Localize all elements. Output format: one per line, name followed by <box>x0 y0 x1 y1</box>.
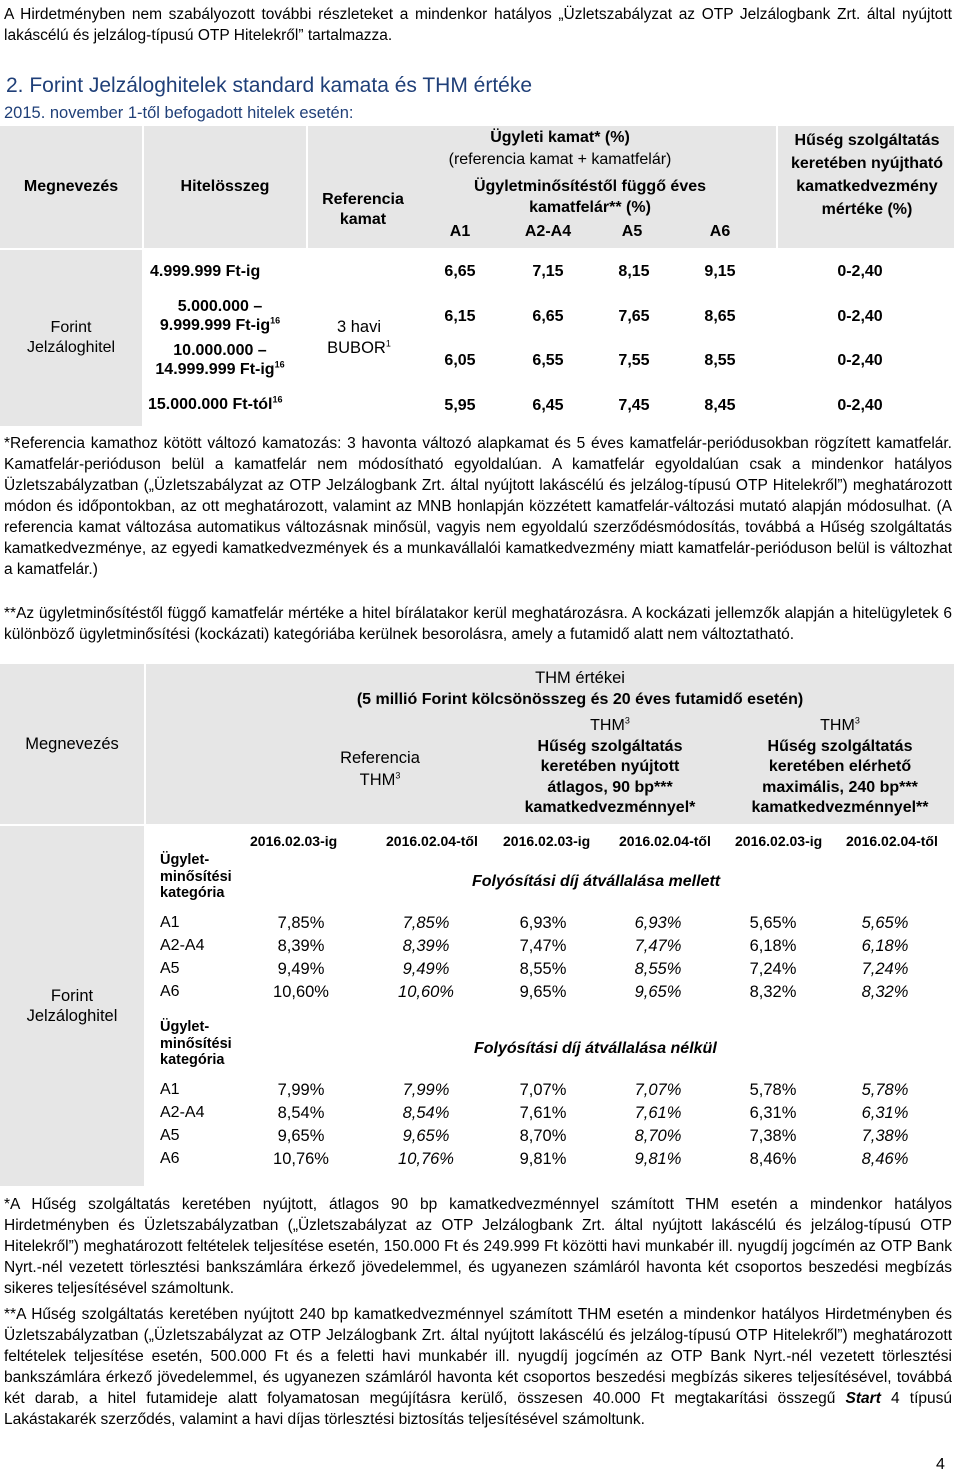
thm-value: 8,70% <box>634 1127 682 1145</box>
referencia-bubor: 3 havi BUBOR$^1$ <box>327 318 391 357</box>
header-cat-a6: A6 <box>709 223 731 240</box>
thm-value: 8,55% <box>634 960 682 978</box>
rate-r4-a5: 7,45 <box>618 397 650 414</box>
thm-value: 8,39% <box>402 937 450 955</box>
thm-value: 6,18% <box>749 937 797 955</box>
thm-value: 10,76% <box>273 1150 329 1168</box>
note-thm-atlagos: *A Hűség szolgáltatás keretében nyújtott, átlagos 90 bp kamatkedvezménnyel számított THM esetén a mindenkor hatályos Hirdetményben és Üzletszabályzatban („Üzletszabályzat az OTP Jelzálogbank Zrt. által nyújtott lakáscélú és jelzálog-típusú OTP Hitelekről”) meghatározott feltételek teljesítése esetén, 150.000 Ft és 249.999 Ft közötti havi munkabér ill. nyugdíj jogcímén az OTP Bank Nyrt.-nél vezetett törlesztési bankszámlára érkező jövedelemmel, és ugyanezen számláról havonta két csoportos beszedési megbízás sikeres teljesítésével számoltunk. <box>4 1196 952 1297</box>
husek-r4: 0-2,40 <box>837 397 883 414</box>
rate-r3-a6: 8,55 <box>704 352 736 369</box>
thm-value: 9,81% <box>519 1150 567 1168</box>
husek-r3: 0-2,40 <box>837 352 883 369</box>
intro-paragraph: A Hirdetményben nem szabályozott további részleteket a mindenkor hatályos „Üzletszabályzat az OTP Jelzálogbank Zrt. által nyújtott lakáscélú és jelzálog-típusú OTP Hitelekről” tartalmazza. <box>4 6 952 44</box>
date-col-1: 2016.02.03-ig <box>250 833 338 849</box>
thm-value: 10,76% <box>398 1150 454 1168</box>
thm-value: 5,78% <box>749 1081 797 1099</box>
amount-row-4: 15.000.000 Ft-tól$^{16}$ <box>148 394 283 413</box>
page-number: 4 <box>936 1456 945 1473</box>
section-subtitle: 2015. november 1-től befogadott hitelek esetén: <box>4 104 354 122</box>
thm-category: A6 <box>160 1150 180 1167</box>
header-referencia-kamat: Referencia kamat <box>322 191 404 228</box>
header-ugyleti-sub: (referencia kamat + kamatfelár) <box>448 151 672 168</box>
thm-category: A5 <box>160 1127 180 1144</box>
thm-value: 7,38% <box>749 1127 797 1145</box>
thm-value: 7,61% <box>634 1104 682 1122</box>
thm-value: 6,31% <box>861 1104 909 1122</box>
section-title: 2. Forint Jelzáloghitelek standard kamata és THM értéke <box>6 74 533 97</box>
thm-value: 8,54% <box>402 1104 450 1122</box>
amount-row-1: 4.999.999 Ft-ig <box>150 263 261 280</box>
thm-value: 7,47% <box>634 937 682 955</box>
rate-r3-a1: 6,05 <box>444 352 476 369</box>
thm-category: A2-A4 <box>160 1104 205 1121</box>
thm-value: 7,85% <box>402 914 450 932</box>
header-megnevezes: Megnevezés <box>23 178 119 195</box>
rate-r4-a2a4: 6,45 <box>532 397 564 414</box>
date-col-5: 2016.02.03-ig <box>735 833 823 849</box>
thm-value: 7,85% <box>277 914 325 932</box>
thm-value: 6,18% <box>861 937 909 955</box>
thm-row-name: Forint Jelzáloghitel <box>26 987 118 1025</box>
thm-category: A1 <box>160 1081 180 1098</box>
date-col-4: 2016.02.04-től <box>619 833 711 849</box>
thm-value: 8,32% <box>749 983 797 1001</box>
thm-value: 7,07% <box>634 1081 682 1099</box>
rate-r1-a5: 8,15 <box>618 263 650 280</box>
rate-r4-a6: 8,45 <box>704 397 736 414</box>
header-husek: Hűség szolgáltatás keretében nyújtható kamatkedvezmény mértéke (%) <box>790 132 944 218</box>
thm-value: 9,49% <box>402 960 450 978</box>
note-thm-maximalis: **A Hűség szolgáltatás keretében nyújtott 240 bp kamatkedvezménnyel számított THM esetén a mindenkor hatályos Hirdetményben és Üzletszabályzatban („Üzletszabályzat az OTP Jelzálogbank Zrt. által nyújtott lakáscélú és jelzálog-típusú OTP Hitelekről”) meghatározott feltételek teljesítése esetén, 500.000 Ft és a feletti havi munkabér ill. nyugdíj jogcímén az OTP Bank Nyrt.-nél vezetett törlesztési bankszámlára érkező jövedelemmel, és ugyanezen számláról havonta két csoportos beszedési megbízás sikeres teljesítésével, továbbá két darab, a hitel futamideje alatt folyamatosan megújításra kerülő, összesen 40.000 Ft megtakarítási összegű Start 4 típusú Lakástakarék szerződés, valamint a havi díjas törlesztési biztosítás teljesítésével számoltunk. <box>4 1306 952 1428</box>
thm-category: A2-A4 <box>160 937 205 954</box>
rate-r2-a1: 6,15 <box>444 308 476 325</box>
thm-header-title: THM értékei <box>535 669 625 687</box>
thm-value: 9,49% <box>277 960 325 978</box>
header-cat-a1: A1 <box>449 223 471 240</box>
thm-value: 5,65% <box>749 914 797 932</box>
thm-value: 8,39% <box>277 937 325 955</box>
rate-r3-a5: 7,55 <box>618 352 650 369</box>
cat-label-2: Ügylet- minősítési kategória <box>160 1019 232 1068</box>
thm-value: 8,70% <box>519 1127 567 1145</box>
header-hitelosszeg: Hitelösszeg <box>180 178 270 195</box>
thm-header-referencia: Referencia THM$^3$ <box>340 749 420 789</box>
thm-category: A5 <box>160 960 180 977</box>
thm-value: 7,99% <box>277 1081 325 1099</box>
thm-value: 9,65% <box>277 1127 325 1145</box>
thm-value: 5,78% <box>861 1081 909 1099</box>
thm-header-husek-atlagos: THM$^3$ Hűség szolgáltatás keretében nyújtott átlagos, 90 bp*** kamatkedvezménnyel* <box>524 715 696 816</box>
rate-r1-a6: 9,15 <box>704 263 736 280</box>
thm-value: 7,38% <box>861 1127 909 1145</box>
thm-value: 7,61% <box>519 1104 567 1122</box>
header-ugyleti-kamat: Ügyleti kamat* (%) <box>490 129 630 146</box>
rate-r1-a2a4: 7,15 <box>532 263 564 280</box>
section-without-fee: Folyósítási díj átvállalása nélkül <box>474 1040 717 1057</box>
thm-value: 7,07% <box>519 1081 567 1099</box>
thm-value: 8,46% <box>861 1150 909 1168</box>
thm-category: A6 <box>160 983 180 1000</box>
note-referencia-kamat: *Referencia kamathoz kötött változó kamatozás: 3 havonta változó alapkamat és 5 éves kamatfelár-periódusokban rögzített kamatfelár. Kamatfelár-perióduson belül a kamatfelár nem módosítható egyoldalúan. A kamatfelár egyoldalúan csak a mindenkor hatályos Üzletszabályzatban („Üzletszabályzat az OTP Jelzálogbank Zrt. által nyújtott lakáscélú és jelzálog-típusú OTP Hitelekről”) meghatározott módon és időpontokban, az ott meghatározott, valamint az MNB honlapján közzétett kamatfelár-változási mutató alapján módosulhat. (A referencia kamat változása automatikus változásnak minősül, vagyis nem egyoldalú szerződésmódosítás, továbbá a Hűség szolgáltatás kamatkedvezménye, az egyedi kamatkedvezmények és a munkavállalói kamatkedvezmény miatt kamatfelár-perióduson belül is változhat a kamatfelár.) <box>4 435 952 578</box>
header-minosites: Ügyletminősítéstől függő éves kamatfelár** (%) <box>473 178 707 216</box>
row-name-forint-jelzaloghitel: Forint Jelzáloghitel <box>26 319 116 356</box>
section-with-fee: Folyósítási díj átvállalása mellett <box>472 873 721 890</box>
amount-row-3: 10.000.000 – 14.999.999 $Ft-ig^{16}$ <box>155 342 285 378</box>
thm-value: 6,93% <box>634 914 682 932</box>
date-col-2: 2016.02.04-től <box>386 833 478 849</box>
thm-header-husek-maximalis: THM$^3$ Hűség szolgáltatás keretében elérhető maximális, 240 bp*** kamatkedvezménnyel** <box>751 715 929 816</box>
thm-value: 9,65% <box>634 983 682 1001</box>
thm-value: 10,60% <box>398 983 454 1001</box>
amount-row-2: 5.000.000 – 9.999.999 $Ft-ig^{16}$ <box>159 298 281 334</box>
header-cat-a2a4: A2-A4 <box>524 223 572 240</box>
thm-value: 9,81% <box>634 1150 682 1168</box>
rate-r2-a2a4: 6,65 <box>532 308 564 325</box>
rate-r2-a6: 8,65 <box>704 308 736 325</box>
header-cat-a5: A5 <box>621 223 643 240</box>
thm-value: 6,93% <box>519 914 567 932</box>
husek-r1: 0-2,40 <box>837 263 883 280</box>
note-ugyletminosites: **Az ügyletminősítéstől függő kamatfelár mértéke a hitel bírálatakor kerül meghatározásra. A kockázati jellemzők alapján a hitelügyletek 6 különböző ügyletminősítési (kockázati) kategóriába kerülnek besorolásra, amely a futamidő alatt nem változtatható. <box>4 605 952 643</box>
cat-label-1: Ügylet- minősítési kategória <box>160 852 232 901</box>
thm-value: 8,32% <box>861 983 909 1001</box>
thm-header-megnevezes: Megnevezés <box>25 735 119 753</box>
rate-r2-a5: 7,65 <box>618 308 650 325</box>
thm-header-subtitle: (5 millió Forint kölcsönösszeg és 20 éves futamidő esetén) <box>356 691 804 708</box>
rate-r4-a1: 5,95 <box>444 397 476 414</box>
thm-value: 8,54% <box>277 1104 325 1122</box>
rate-r1-a1: 6,65 <box>444 263 476 280</box>
thm-category: A1 <box>160 914 180 931</box>
date-col-6: 2016.02.04-től <box>846 833 938 849</box>
thm-value: 10,60% <box>273 983 329 1001</box>
thm-value: 6,31% <box>749 1104 797 1122</box>
thm-value: 8,46% <box>749 1150 797 1168</box>
thm-value: 7,99% <box>402 1081 450 1099</box>
thm-value: 9,65% <box>519 983 567 1001</box>
thm-value: 7,47% <box>519 937 567 955</box>
rate-r3-a2a4: 6,55 <box>532 352 564 369</box>
thm-value: 9,65% <box>402 1127 450 1145</box>
thm-value: 5,65% <box>861 914 909 932</box>
thm-value: 8,55% <box>519 960 567 978</box>
husek-r2: 0-2,40 <box>837 308 883 325</box>
thm-value: 7,24% <box>861 960 909 978</box>
date-col-3: 2016.02.03-ig <box>503 833 591 849</box>
thm-value: 7,24% <box>749 960 797 978</box>
